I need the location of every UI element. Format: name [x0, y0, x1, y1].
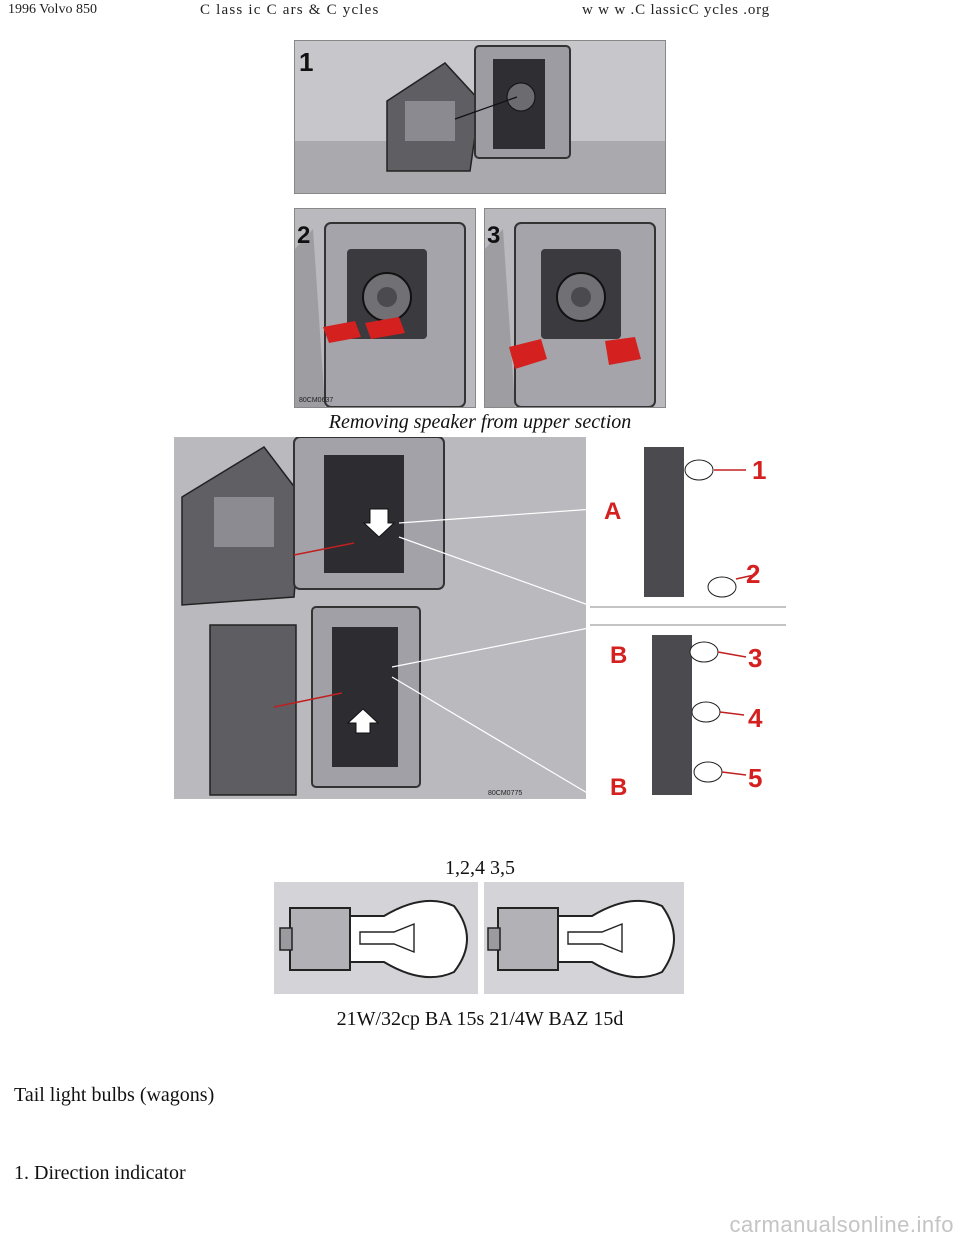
- holder-a-label: A: [604, 498, 622, 525]
- step-3-label: 3: [487, 222, 501, 249]
- header-site-name: C lass ic C ars & C ycles: [200, 2, 380, 18]
- figure-bulb-2: [484, 882, 684, 994]
- figure-step-1: [294, 40, 666, 194]
- bulb-spec-caption: 21W/32cp BA 15s 21/4W BAZ 15d: [336, 1008, 624, 1030]
- bulb-number-4: 4: [748, 703, 763, 733]
- bulb-number-5: 5: [748, 763, 763, 793]
- bulb-number-2: 2: [746, 559, 761, 589]
- watermark: carmanualsonline.info: [729, 1212, 954, 1237]
- speaker-caption: Removing speaker from upper section: [328, 411, 632, 433]
- holder-b-bottom-label: B: [610, 774, 628, 799]
- figure-bulb-holders: [174, 437, 786, 799]
- header-site-url: w w w .C lassicC ycles .org: [582, 2, 770, 18]
- step-2-label: 2: [297, 222, 311, 249]
- figure-step-3: [484, 208, 666, 408]
- section-heading: Tail light bulbs (wagons): [14, 1084, 215, 1106]
- bulb-number-1: 1: [752, 455, 767, 485]
- detail-code: 80CM0775: [488, 790, 523, 797]
- header-model: 1996 Volvo 850: [8, 2, 97, 17]
- step-2-code: 80CM0637: [299, 397, 334, 404]
- holder-b-label: B: [610, 642, 628, 669]
- bulb-number-3: 3: [748, 643, 763, 673]
- list-item-direction-indicator: 1. Direction indicator: [14, 1162, 186, 1184]
- figure-step-2: [294, 208, 476, 408]
- step-1-label: 1: [299, 47, 314, 77]
- bulb-group-caption: 1,2,4 3,5: [445, 857, 515, 879]
- figure-bulb-1: [274, 882, 478, 994]
